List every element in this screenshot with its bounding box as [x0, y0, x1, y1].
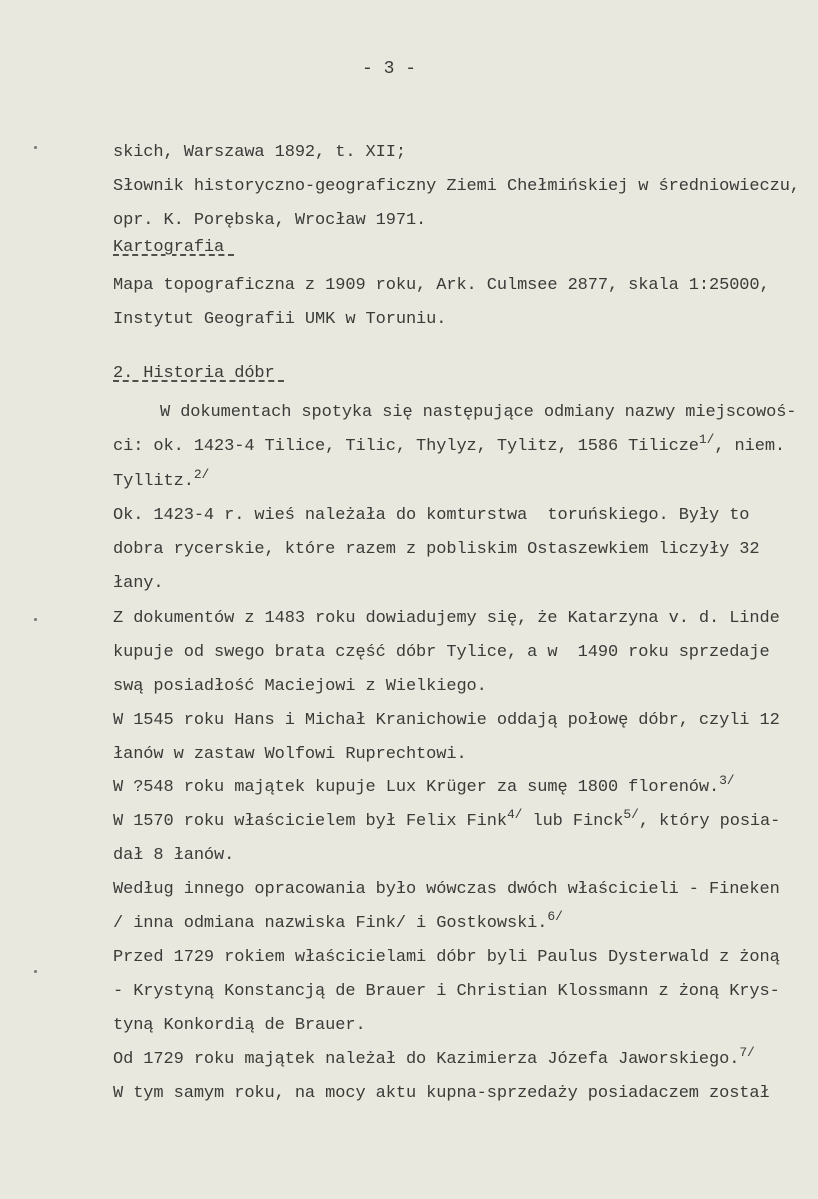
footnote-ref: 4/ [506, 807, 523, 822]
text-segment: dobra rycerskie, które razem z pobliskim Ostaszewkiem liczyły 32 [113, 540, 760, 559]
margin-mark [34, 618, 37, 621]
text-segment: Tyllitz. [113, 472, 194, 491]
text-line [113, 540, 760, 560]
footnote-ref: 5/ [623, 807, 639, 822]
text-segment: W tym samym roku, na mocy aktu kupna-sprzedaży posiadaczem został [113, 1084, 770, 1103]
text-segment: Z dokumentów z 1483 roku dowiadujemy się, że Katarzyna v. d. Linde [113, 609, 780, 628]
text-line [113, 909, 563, 934]
text-line [113, 432, 786, 457]
margin-mark [34, 970, 37, 973]
text-segment: lub Finck [522, 812, 624, 831]
text-segment: łanów w zastaw Wolfowi Ruprechtowi. [113, 745, 467, 764]
text-segment: kupuje od swego brata część dóbr Tylice, a w 1490 roku sprzedaje [113, 643, 770, 662]
text-line [113, 1084, 770, 1104]
text-segment: 2. Historia dóbr [113, 364, 285, 383]
text-segment: Ok. 1423-4 r. wieś należała do komturstwa toruńskiego. Były to [113, 506, 750, 525]
page-number: - 3 - [362, 59, 417, 79]
text-segment: W ?548 roku majątek kupuje Lux Krüger za sumę 1800 florenów. [113, 778, 720, 797]
text-line [113, 643, 770, 663]
text-line [113, 773, 735, 798]
text-line [113, 880, 780, 900]
text-segment: Przed 1729 rokiem właścicielami dóbr byli Paulus Dysterwald z żoną [113, 948, 780, 967]
text-line [160, 403, 796, 423]
text-segment: W dokumentach spotyka się następujące odmiany nazwy miejscowoś- [160, 403, 797, 422]
text-line [113, 846, 234, 866]
text-line [113, 143, 406, 163]
text-line [113, 1045, 755, 1070]
footnote-ref: 3/ [719, 773, 735, 788]
footnote-ref: 6/ [547, 909, 563, 924]
text-line [113, 711, 780, 731]
text-segment: Słownik historyczno-geograficzny Ziemi Chełmińskiej w średniowieczu, [113, 177, 800, 196]
text-segment: W 1545 roku Hans i Michał Kranichowie oddają połowę dóbr, czyli 12 [113, 711, 780, 730]
text-line [113, 310, 446, 330]
text-line [113, 807, 781, 832]
text-segment: ci: ok. 1423-4 Tilice, Tilic, Thylyz, Tylitz, 1586 Tilicze [113, 437, 699, 456]
text-segment: skich, Warszawa 1892, t. XII; [113, 143, 406, 162]
text-segment: tyną Konkordią de Brauer. [113, 1016, 366, 1035]
text-line [113, 982, 780, 1002]
text-segment: opr. K. Porębska, Wrocław 1971. [113, 211, 427, 230]
text-line [113, 276, 770, 296]
text-segment: dał 8 łanów. [113, 846, 235, 865]
text-segment: Instytut Geografii UMK w Toruniu. [113, 310, 447, 329]
text-line [113, 574, 164, 594]
text-line [113, 609, 780, 629]
text-line [113, 467, 210, 492]
text-segment: Według innego opracowania było wówczas dwóch właścicieli - Fineken [113, 880, 780, 899]
text-segment: / inna odmiana nazwiska Fink/ i Gostkowski. [113, 914, 548, 933]
text-line [113, 745, 467, 765]
footnote-ref: 1/ [698, 432, 715, 447]
text-segment: Kartografia [113, 238, 235, 257]
footnote-ref: 2/ [193, 467, 210, 482]
section-heading [113, 364, 285, 384]
text-segment: W 1570 roku właścicielem był Felix Fink [113, 812, 507, 831]
footnote-ref: 7/ [739, 1045, 755, 1060]
section-heading [113, 238, 234, 258]
text-line [113, 1016, 366, 1036]
text-segment: Od 1729 roku majątek należał do Kazimierza Józefa Jaworskiego. [113, 1050, 740, 1069]
text-line [113, 677, 487, 697]
text-segment: łany. [113, 574, 164, 593]
text-segment: , który posia- [638, 812, 781, 831]
text-line [113, 211, 426, 231]
text-segment: , niem. [714, 437, 786, 456]
text-segment: Mapa topograficzna z 1909 roku, Ark. Culmsee 2877, skala 1:25000, [113, 276, 770, 295]
text-segment: - Krystyną Konstancją de Brauer i Christian Klossmann z żoną Krys- [113, 982, 780, 1001]
margin-mark [34, 146, 37, 149]
text-line [113, 948, 780, 968]
text-segment: swą posiadłość Maciejowi z Wielkiego. [113, 677, 487, 696]
text-line [113, 506, 749, 526]
text-line [113, 177, 800, 197]
